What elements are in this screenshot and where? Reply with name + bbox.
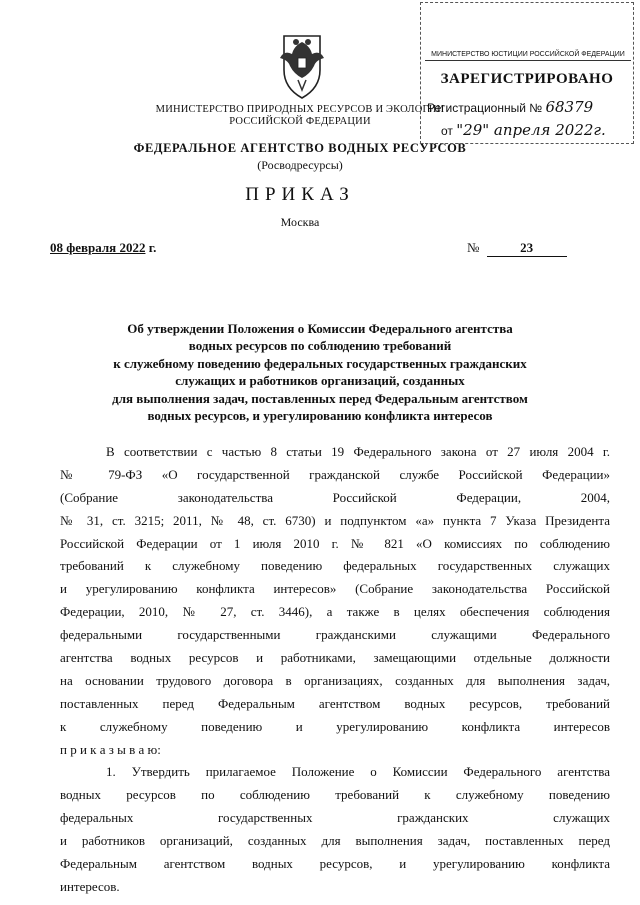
stamp-date (441, 121, 631, 139)
stamp-date-value: "29" апреля 2022г. (456, 121, 606, 139)
body-line: поставленных перед Федеральным агентством водных ресурсов, требований (60, 695, 610, 711)
stamp-ministry: МИНИСТЕРСТВО ЮСТИЦИИ РОССИЙСКОЙ ФЕДЕРАЦИИ (425, 51, 631, 61)
doc-type-heading: ПРИКАЗ (245, 184, 355, 205)
title-line: водных ресурсов по соблюдению требований (188, 338, 452, 354)
title-line: Об утверждении Положения о Комиссии Федерального агентства (127, 321, 513, 336)
body-line: Федеральным агентством водных ресурсов, и урегулированию конфликта (60, 856, 610, 872)
ministry-line-2: РОССИЙСКОЙ ФЕДЕРАЦИИ (229, 116, 371, 127)
order-date-value: 08 февраля 2022 (50, 240, 146, 255)
order-number (467, 240, 567, 257)
body-line: 1. Утвердить прилагаемое Положение о Комиссии Федерального агентства (106, 764, 610, 780)
stamp-date-prefix: от (441, 124, 453, 138)
stamp-reg-number (427, 98, 633, 116)
body-line: и урегулированию конфликта интересов» (Собрание законодательства Российской (60, 581, 610, 597)
body-line: интересов. (60, 878, 120, 894)
order-number-label: № (467, 240, 480, 255)
title-line: водных ресурсов, и урегулированию конфликта интересов (147, 408, 493, 424)
agency-short-name: (Росводресурсы) (257, 158, 343, 172)
stamp-registered: ЗАРЕГИСТРИРОВАНО (440, 71, 614, 87)
order-number-value: 23 (487, 240, 567, 257)
body-line: федеральных государственных гражданских служащих (60, 810, 610, 826)
body-line: агентства водных ресурсов и работниками, замещающими отдельные должности (60, 650, 610, 666)
body-line: Федерации, 2010, № 27, ст. 3446), а также в целях обеспечения соблюдения (60, 604, 610, 620)
body-line: (Собрание законодательства Российской Федерации, 2004, (60, 489, 610, 505)
title-line: служащих и работников организаций, созданных (175, 373, 465, 389)
body-line: водных ресурсов по соблюдению требований к служебному поведению (60, 787, 610, 803)
stamp-reg-label: Регистрационный № (427, 101, 543, 115)
stamp-reg-number-value: 68379 (545, 98, 594, 116)
body-line: Российской Федерации от 1 июля 2010 г. № 821 «О комиссиях по соблюдению (60, 535, 610, 551)
ministry-name (140, 104, 460, 128)
order-date-suffix: г. (148, 240, 157, 255)
agency-name: ФЕДЕРАЛЬНОЕ АГЕНТСТВО ВОДНЫХ РЕСУРСОВ (133, 141, 467, 155)
city: Москва (280, 215, 320, 229)
document-title (60, 320, 580, 424)
body-line: № 79-ФЗ «О государственной гражданской службе Российской Федерации» (60, 466, 610, 482)
body-line: В соответствии с частью 8 статьи 19 Федерального закона от 27 июля 2004 г. (106, 444, 610, 459)
body-line: федеральными государственными гражданскими служащими Федерального (60, 627, 610, 643)
registration-stamp (420, 2, 634, 144)
body-line: на основании трудового договора в организациях, созданных для выполнения задач, (60, 672, 610, 688)
state-emblem-icon (270, 28, 334, 100)
body-line: к служебному поведению и урегулированию конфликта интересов (60, 718, 610, 734)
body-line: и работников организаций, созданных для выполнения задач, поставленных перед (60, 833, 610, 849)
body-line: требований к служебному поведению федеральных государственных служащих (60, 558, 610, 574)
title-line: к служебному поведению федеральных государственных гражданских (113, 355, 527, 371)
title-line: для выполнения задач, поставленных перед Федеральным агентством (112, 390, 528, 406)
ministry-line-1: МИНИСТЕРСТВО ПРИРОДНЫХ РЕСУРСОВ И ЭКОЛОГИИ (155, 104, 445, 115)
order-date (50, 240, 156, 256)
body-line: п р и к а з ы в а ю: (60, 741, 161, 757)
document-body (60, 441, 610, 899)
body-line: № 31, ст. 3215; 2011, № 48, ст. 6730) и подпунктом «а» пункта 7 Указа Президента (60, 512, 610, 528)
